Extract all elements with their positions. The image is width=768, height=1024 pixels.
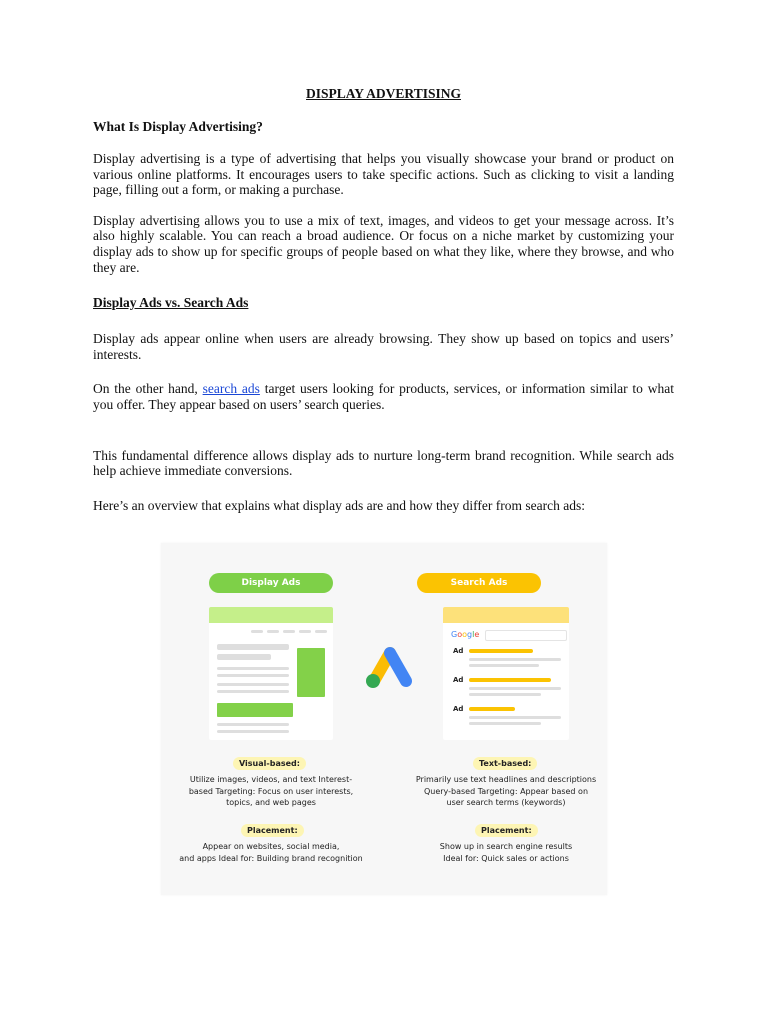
- paragraph-search-ads: [93, 381, 674, 412]
- search-ads-pill: Search Ads: [417, 573, 541, 593]
- nav-bar: [315, 630, 327, 633]
- description-line: topics, and web pages: [226, 798, 316, 807]
- headline-bar: [217, 654, 271, 660]
- display-vs-search-infographic: [161, 543, 607, 895]
- search-placement-tag: Placement:: [475, 824, 538, 837]
- section-heading-what-is: What Is Display Advertising?: [93, 119, 263, 134]
- paragraph-definition: Display advertising is a type of advertising that helps you visually showcase your brand or product on various online platforms. It encourages users to take specific actions. Such as clicking to visit a landing page, filling out a form, or making a purchase.: [93, 151, 674, 198]
- search-ads-mockup: [443, 607, 569, 740]
- text-bar: [469, 658, 561, 661]
- text-bar: [217, 683, 289, 686]
- google-letter: G: [451, 630, 458, 639]
- description-line: Query-based Targeting: Appear based on: [423, 786, 589, 796]
- headline-bar: [217, 644, 289, 650]
- text-bar: [217, 674, 289, 677]
- description-line: Primarily use text headlines and descriptions: [415, 775, 597, 784]
- google-search-row: [451, 629, 561, 640]
- description-line: Utilize images, videos, and text Interest-: [189, 775, 353, 784]
- paragraph-mix-media: Display advertising allows you to use a mix of text, images, and videos to get your message across. It’s also highly scalable. You can reach a broad audience. Or focus on a niche market by customizing your display ads to show up for specific groups of people based on what they like, where they browse, and who they are.: [93, 212, 674, 275]
- visual-based-tag: Visual-based:: [233, 757, 306, 770]
- google-letter: e: [474, 630, 480, 639]
- ad-headline-bar: [469, 649, 533, 653]
- description-line: based Targeting: Focus on user interests,: [188, 786, 354, 796]
- text-based-tag: Text-based:: [473, 757, 537, 770]
- description-line: Appear on websites, social media,: [202, 842, 340, 851]
- search-placement-description: [406, 841, 606, 864]
- search-box: [485, 630, 567, 641]
- document-body: [93, 86, 674, 528]
- google-logo: [451, 629, 479, 640]
- google-letter: l: [472, 630, 475, 639]
- text-bar: [469, 716, 561, 719]
- text-bar: [469, 664, 539, 667]
- document-title: DISPLAY ADVERTISING: [306, 86, 461, 101]
- paragraph-difference: This fundamental difference allows display ads to nurture long-term brand recognition. While search ads help achieve immediate conversions.: [93, 447, 674, 479]
- google-letter: o: [457, 630, 463, 639]
- description-line: Ideal for: Quick sales or actions: [443, 853, 569, 863]
- ad-headline-bar: [469, 707, 515, 711]
- description-line: and apps Ideal for: Building brand recognition: [179, 853, 363, 863]
- display-ads-mockup: [209, 607, 333, 740]
- nav-bar: [299, 630, 311, 633]
- text-bar: [217, 667, 289, 670]
- paragraph-search-ads-rest: target users looking for products, services, or information similar to what you offer. They appear based on users’ search queries.: [93, 381, 674, 412]
- paragraph-overview: Here’s an overview that explains what display ads are and how they differ from search ads:: [93, 497, 585, 513]
- search-ads-link[interactable]: search ads: [202, 381, 260, 397]
- description-line: Show up in search engine results: [439, 842, 573, 851]
- text-bar: [469, 687, 561, 690]
- text-bar: [217, 730, 289, 733]
- window-dots-icon: [215, 612, 236, 631]
- nav-bar: [251, 630, 263, 633]
- ad-label: Ad: [453, 705, 464, 713]
- ad-headline-bar: [469, 678, 551, 682]
- display-placement-tag: Placement:: [241, 824, 304, 837]
- google-letter: g: [467, 630, 473, 639]
- display-ads-pill: Display Ads: [209, 573, 333, 593]
- paragraph-search-ads-lead: On the other hand,: [93, 381, 203, 397]
- nav-bar: [283, 630, 295, 633]
- ad-label: Ad: [453, 647, 464, 655]
- text-bar: [469, 722, 541, 725]
- side-banner-ad: [297, 648, 325, 697]
- browser-bar: [443, 607, 569, 623]
- nav-bar: [267, 630, 279, 633]
- section-heading-vs: Display Ads vs. Search Ads: [93, 295, 249, 311]
- visual-based-description: [171, 774, 371, 809]
- browser-bar: [209, 607, 333, 623]
- google-ads-logo-icon: [361, 643, 417, 693]
- display-placement-description: [171, 841, 371, 864]
- text-bar: [217, 723, 289, 726]
- paragraph-display-ads: Display ads appear online when users are already browsing. They show up based on topics and users’ interests.: [93, 331, 674, 362]
- description-line: user search terms (keywords): [446, 798, 566, 807]
- ad-label: Ad: [453, 676, 464, 684]
- text-based-description: [406, 774, 606, 809]
- text-bar: [469, 693, 541, 696]
- google-letter: o: [462, 630, 468, 639]
- banner-ad: [217, 703, 293, 717]
- text-bar: [217, 690, 289, 693]
